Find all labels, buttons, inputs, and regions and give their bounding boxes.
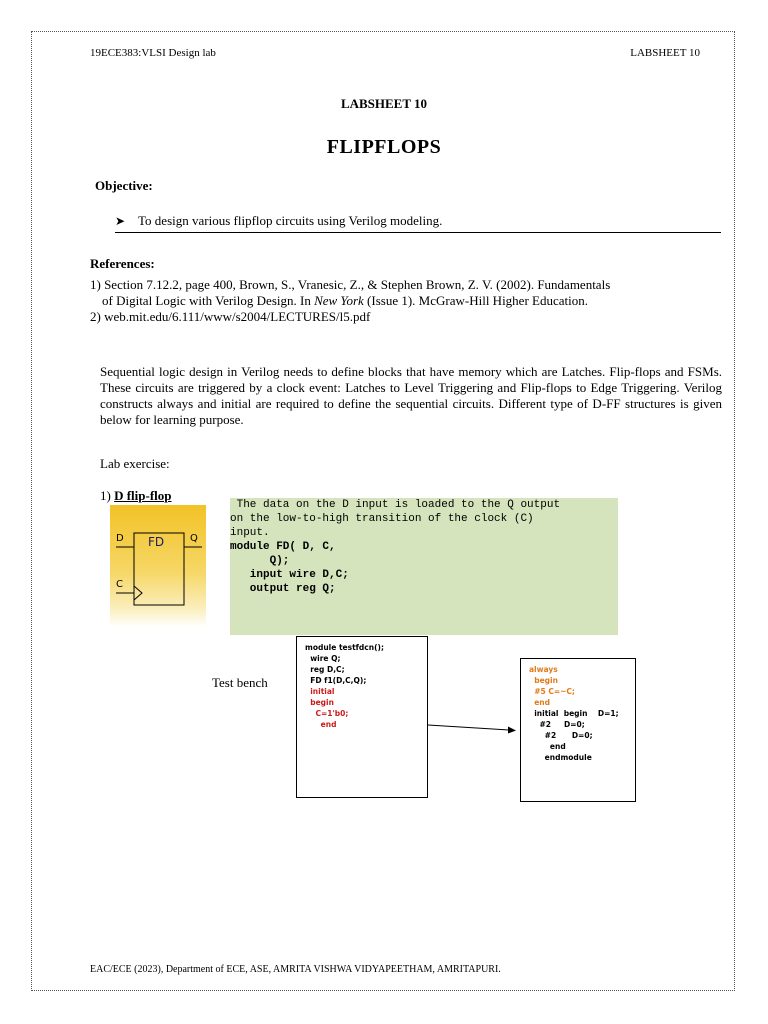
test-bench-label: Test bench: [212, 675, 268, 690]
tb-line: end: [529, 742, 566, 751]
lab-exercise-label: Lab exercise:: [100, 456, 170, 471]
tb-line: #2 D=0;: [529, 731, 593, 740]
header-labsheet: LABSHEET 10: [630, 47, 700, 59]
reference-1-publisher: (Issue 1). McGraw-Hill Higher Education.: [363, 293, 588, 308]
tb-line: C=1'b0;: [305, 709, 349, 718]
header-course: 19ECE383:VLSI Design lab: [90, 47, 216, 59]
tb-line: end: [305, 720, 337, 729]
arrow-right-icon: [426, 722, 518, 736]
tb-line: end: [529, 698, 551, 707]
code-line: input.: [230, 527, 270, 539]
tb-line: initial begin D=1;: [529, 709, 619, 718]
code-line: output reg Q;: [230, 583, 336, 595]
code-line: module FD( D, C,: [230, 541, 336, 553]
tb-line: begin: [529, 676, 558, 685]
intro-paragraph: Sequential logic design in Verilog needs to define blocks that have memory which are Latches. Flip-flops and FSMs. These circuits are triggered by a clock event: Latches to Level Triggering and Flip-flops to Edge Triggering. Verilog constructs always and initial are required to define the sequential circuits. Different type of D-FF structures is given below for learning purpose.: [100, 364, 722, 427]
ff-label: FD: [148, 535, 165, 549]
reference-1-line1: 1) Section 7.12.2, page 400, Brown, S., Vranesic, Z., & Stephen Brown, Z. V. (2002). Fundamentals: [90, 277, 611, 292]
tb-line: reg D,C;: [305, 665, 345, 674]
arrow-bullet-icon: ➤: [115, 214, 126, 228]
tb-line: endmodule: [529, 753, 592, 762]
exercise-1-number: 1): [100, 488, 111, 503]
testbench-code-right: [520, 658, 636, 802]
tb-line: #5 C=~C;: [529, 687, 575, 696]
d-flipflop-symbol-icon: [110, 505, 206, 627]
doc-label: LABSHEET 10: [340, 96, 428, 111]
doc-title: FLIPFLOPS: [326, 136, 442, 158]
exercise-1-title: D flip-flop: [114, 488, 172, 503]
reference-1-italic: New York: [314, 293, 364, 308]
tb-line: #2 D=0;: [529, 720, 585, 729]
ff-output-q: Q: [190, 533, 198, 544]
verilog-code-block: [230, 498, 618, 635]
code-line: input wire D,C;: [230, 569, 349, 581]
testbench-code-left: [296, 636, 428, 798]
objective-item: [115, 213, 721, 233]
objective-text: To design various flipflop circuits using Verilog modeling.: [138, 213, 443, 228]
references-heading: References:: [90, 256, 155, 271]
page-footer: EAC/ECE (2023), Department of ECE, ASE, AMRITA VISHWA VIDYAPEETHAM, AMRITAPURI.: [90, 964, 501, 975]
code-line: The data on the D input is loaded to the Q output: [230, 499, 561, 511]
tb-line: begin: [305, 698, 334, 707]
exercise-1-heading: [100, 488, 172, 504]
tb-line: module testfdcn();: [305, 643, 384, 652]
ff-input-d: D: [116, 533, 124, 544]
reference-2: 2) web.mit.edu/6.111/www/s2004/LECTURES/l5.pdf: [90, 309, 371, 324]
tb-line: FD f1(D,C,Q);: [305, 676, 367, 685]
tb-line: wire Q;: [305, 654, 341, 663]
reference-1-line2: [102, 293, 742, 309]
reference-1-text: of Digital Logic with Verilog Design. In: [102, 293, 315, 308]
tb-line: always: [529, 665, 558, 674]
ff-clock-c: C: [116, 579, 123, 590]
code-line: on the low-to-high transition of the clock (C): [230, 513, 534, 525]
objective-heading: Objective:: [95, 178, 153, 193]
code-line: Q);: [230, 555, 290, 567]
tb-line: initial: [305, 687, 335, 696]
